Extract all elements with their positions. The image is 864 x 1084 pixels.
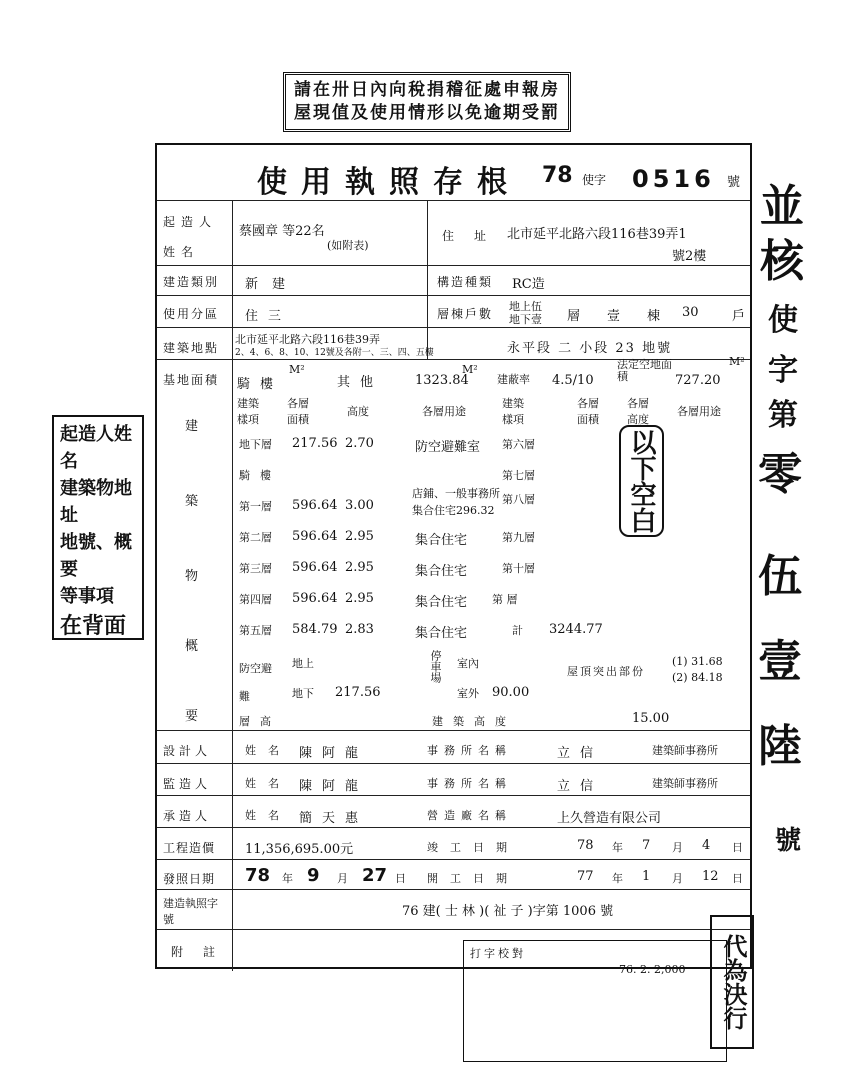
floor-use: 集合住宅 bbox=[415, 626, 468, 641]
parking-outdoor: 室外 bbox=[457, 687, 479, 700]
floor-use: 集合住宅 bbox=[415, 595, 468, 610]
supervisor-label: 監造人 bbox=[163, 777, 212, 791]
side-char: 壹 bbox=[758, 636, 802, 687]
structure-value: RC造 bbox=[512, 277, 545, 292]
floor-right-name: 第七層 bbox=[502, 469, 535, 482]
permit-form bbox=[155, 143, 752, 969]
floor-height: 2.95 bbox=[345, 591, 374, 606]
total-value: 3244.77 bbox=[549, 622, 603, 637]
coverage-value: 4.5/10 bbox=[552, 373, 594, 388]
floor-area: 584.79 bbox=[292, 622, 338, 637]
floor-area: 596.64 bbox=[292, 591, 338, 606]
shelter-up: 地上 bbox=[292, 657, 314, 670]
permit-label: 建造執照字號 bbox=[163, 897, 218, 926]
floor-right-name: 第 層 bbox=[492, 593, 518, 606]
side-char: 第 bbox=[768, 398, 798, 433]
section-char: 建 bbox=[185, 419, 199, 434]
issue-year-word: 年 bbox=[282, 872, 293, 885]
floor-use: 集合住宅 bbox=[415, 533, 468, 548]
floor-height: 2.95 bbox=[345, 529, 374, 544]
qilou-label: 騎樓 bbox=[237, 377, 284, 392]
start-year: 77 bbox=[577, 869, 594, 884]
cost-value: 11,356,695.00元 bbox=[245, 842, 354, 857]
dong-word: 棟 bbox=[647, 309, 661, 324]
designer-office: 立信 bbox=[557, 746, 604, 761]
site-label: 建築地點 bbox=[163, 341, 220, 355]
proofread-title: 打字校對 bbox=[470, 947, 526, 960]
issue-day-word: 日 bbox=[395, 872, 406, 885]
lot-value: 永平段 二 小段 23 地號 bbox=[507, 341, 673, 356]
back-note-line: 在背面 bbox=[60, 613, 127, 639]
floor-right-name: 第十層 bbox=[502, 562, 535, 575]
designer-office2: 建築師事務所 bbox=[652, 744, 718, 757]
floor-use: 集合住宅 bbox=[415, 564, 468, 579]
issue-year: 78 bbox=[245, 865, 271, 886]
usage-value: 住三 bbox=[245, 309, 292, 324]
col-header: 各層面積 bbox=[287, 397, 309, 426]
done-day-word: 日 bbox=[732, 841, 743, 854]
start-year-word: 年 bbox=[612, 872, 623, 885]
site-address: 北市延平北路六段116巷39弄 bbox=[235, 333, 380, 346]
permit-number: 0516 bbox=[632, 165, 715, 193]
hu-value: 30 bbox=[682, 305, 699, 320]
col-header: 高度 bbox=[347, 405, 369, 418]
supervisor-name: 陳阿龍 bbox=[299, 779, 369, 794]
shelter-down: 地下 bbox=[292, 687, 314, 700]
builder-address2: 號2樓 bbox=[672, 249, 707, 264]
col-header: 各層面積 bbox=[577, 397, 599, 426]
issue-month-word: 月 bbox=[337, 872, 348, 885]
building-height-label: 建築高度 bbox=[432, 715, 516, 728]
floor-height: 3.00 bbox=[345, 498, 374, 513]
contractor-name: 簡天惠 bbox=[299, 811, 369, 826]
floor-name: 第二層 bbox=[239, 531, 272, 544]
proofread-box bbox=[463, 940, 727, 1062]
type-label: 建造類別 bbox=[163, 275, 220, 289]
proofread-date: 76. 2. 2,000 bbox=[619, 963, 686, 976]
side-char: 伍 bbox=[758, 551, 802, 602]
supervisor-office2: 建築師事務所 bbox=[652, 777, 718, 790]
col-header: 各層用途 bbox=[422, 405, 466, 418]
floor-height: 2.83 bbox=[345, 622, 374, 637]
other-unit: M² bbox=[462, 363, 478, 376]
form-title: 使用執照存根 bbox=[257, 165, 521, 200]
side-char: 並 bbox=[760, 181, 804, 232]
floor-area: 596.64 bbox=[292, 529, 338, 544]
parking-indoor: 室內 bbox=[457, 657, 479, 670]
parking-label: 停車場 bbox=[429, 650, 442, 683]
type-value: 新建 bbox=[245, 277, 300, 292]
designer-office-label: 事務所名稱 bbox=[427, 744, 512, 757]
start-day-word: 日 bbox=[732, 872, 743, 885]
col-header: 建築樣項 bbox=[502, 397, 524, 426]
notice-stamp bbox=[283, 72, 571, 132]
floors-down: 地下壹 bbox=[509, 313, 542, 326]
designer-label: 設計人 bbox=[163, 744, 212, 758]
floor-name: 第四層 bbox=[239, 593, 272, 606]
issue-label: 發照日期 bbox=[163, 872, 216, 886]
supervisor-name-label: 姓名 bbox=[245, 777, 291, 790]
address-label: 住址 bbox=[442, 229, 507, 243]
floor-height: 2.70 bbox=[345, 436, 374, 451]
start-day: 12 bbox=[702, 869, 719, 884]
designer-name: 陳阿龍 bbox=[299, 746, 369, 761]
section-char: 概 bbox=[185, 639, 199, 654]
side-char: 使 bbox=[768, 303, 798, 338]
contractor-name-label: 姓名 bbox=[245, 809, 291, 822]
shelter-label: 防空避難 bbox=[239, 662, 272, 703]
number-suffix: 號 bbox=[727, 175, 741, 190]
side-char: 陸 bbox=[758, 721, 802, 772]
side-char: 零 bbox=[758, 449, 802, 500]
start-month-word: 月 bbox=[672, 872, 683, 885]
side-char: 字 bbox=[768, 353, 798, 388]
done-month: 7 bbox=[642, 838, 651, 853]
notice-line1: 請在卅日內向稅捐稽征處申報房 bbox=[294, 80, 560, 100]
roof-label: 屋頂突出部份 bbox=[567, 665, 645, 678]
area-label: 基地面積 bbox=[163, 373, 220, 387]
supervisor-office: 立信 bbox=[557, 779, 604, 794]
year: 78 bbox=[542, 163, 573, 188]
permit-value: 76 建( 士 林 )( 祉 子 )字第 1006 號 bbox=[402, 904, 614, 919]
parking-outdoor-value: 90.00 bbox=[492, 685, 530, 700]
notice-line2: 屋現值及使用情形以免逾期受罰 bbox=[294, 102, 560, 123]
floor-area: 217.56 bbox=[292, 436, 338, 451]
total-label: 計 bbox=[512, 624, 523, 637]
section-char: 要 bbox=[185, 709, 199, 724]
issue-month: 9 bbox=[307, 865, 320, 886]
note-label: 附註 bbox=[171, 945, 236, 959]
structure-label: 構造種類 bbox=[437, 275, 494, 289]
legal-area-label: 法定空地面積 bbox=[617, 358, 672, 383]
roof-value2: (2) 84.18 bbox=[672, 671, 723, 684]
floor-right-name: 第八層 bbox=[502, 493, 535, 506]
floor-use-extra: 集合住宅296.32 bbox=[412, 504, 495, 517]
section-char: 物 bbox=[185, 569, 199, 584]
floors-label: 層棟戶數 bbox=[437, 307, 494, 321]
contractor-label: 承造人 bbox=[163, 809, 212, 823]
other-label: 其他 bbox=[337, 375, 384, 390]
roof-value1: (1) 31.68 bbox=[672, 655, 723, 668]
legal-area-unit: M² bbox=[729, 355, 745, 368]
done-label: 竣工日期 bbox=[427, 841, 519, 854]
dong-value: 壹 bbox=[607, 309, 621, 324]
floor-right-name: 第九層 bbox=[502, 531, 535, 544]
col-header: 各層用途 bbox=[677, 405, 721, 418]
builder-address: 北市延平北路六段116巷39弄1 bbox=[507, 227, 687, 242]
approval-stamp: 代為決行 bbox=[710, 915, 754, 1049]
floor-name: 第三層 bbox=[239, 562, 272, 575]
start-month: 1 bbox=[642, 869, 651, 884]
col-header: 建築 樣項 bbox=[237, 397, 259, 426]
supervisor-office-label: 事務所名稱 bbox=[427, 777, 512, 790]
side-char: 號 bbox=[775, 826, 802, 856]
number-prefix: 使字 bbox=[582, 173, 607, 187]
builder-name: 蔡國章 等22名 bbox=[239, 224, 325, 239]
site-address2: 2、4、6、8、10、12號及各附一、三、四、五樓 bbox=[235, 348, 434, 358]
back-note-line: 建築物地址 bbox=[60, 478, 132, 526]
back-note-line: 等事項 bbox=[60, 586, 114, 607]
shelter-down-value: 217.56 bbox=[335, 685, 381, 700]
building-height-value: 15.00 bbox=[632, 711, 670, 726]
floor-name: 第一層 bbox=[239, 500, 272, 513]
back-note-box bbox=[52, 415, 144, 640]
floors-up: 地上伍 bbox=[509, 300, 542, 313]
floor-use: 店鋪、一般事務所 bbox=[412, 487, 500, 500]
done-day: 4 bbox=[702, 838, 711, 853]
done-year: 78 bbox=[577, 838, 594, 853]
side-char: 核 bbox=[760, 236, 804, 287]
cost-label: 工程造價 bbox=[163, 841, 216, 855]
floor-area: 596.64 bbox=[292, 560, 338, 575]
builder-label: 起造人 bbox=[163, 215, 218, 229]
floor-area: 596.64 bbox=[292, 498, 338, 513]
area-unit: M² bbox=[289, 363, 305, 376]
back-note-line: 地號、概要 bbox=[60, 532, 132, 580]
floor-right-name: 第六層 bbox=[502, 438, 535, 451]
start-label: 開工日期 bbox=[427, 872, 519, 885]
contractor-office-label: 營造廠名稱 bbox=[427, 809, 512, 822]
builder-name-note: (如附表) bbox=[327, 239, 369, 252]
other-value: 1323.84 bbox=[415, 373, 469, 388]
contractor-office: 上久營造有限公司 bbox=[557, 811, 662, 826]
floor-name: 騎樓 bbox=[239, 469, 281, 482]
floor-height-label: 層高 bbox=[239, 715, 281, 728]
blank-note: 以下空白 bbox=[619, 425, 664, 537]
floor-height: 2.95 bbox=[345, 560, 374, 575]
designer-name-label: 姓名 bbox=[245, 744, 291, 757]
col-header: 各層高度 bbox=[627, 397, 649, 426]
floor-name: 地下層 bbox=[239, 438, 272, 451]
usage-label: 使用分區 bbox=[163, 307, 220, 321]
legal-area-value: 727.20 bbox=[675, 373, 721, 388]
coverage-label: 建蔽率 bbox=[497, 373, 530, 386]
floors-word: 層 bbox=[567, 309, 581, 324]
issue-day: 27 bbox=[362, 865, 388, 886]
done-month-word: 月 bbox=[672, 841, 683, 854]
done-year-word: 年 bbox=[612, 841, 623, 854]
floor-use: 防空避難室 bbox=[415, 440, 481, 455]
section-char: 築 bbox=[185, 494, 199, 509]
back-note-line: 起造人姓名 bbox=[60, 424, 132, 472]
floor-name: 第五層 bbox=[239, 624, 272, 637]
name-label: 姓名 bbox=[163, 245, 200, 259]
hu-word: 戶 bbox=[732, 309, 746, 324]
